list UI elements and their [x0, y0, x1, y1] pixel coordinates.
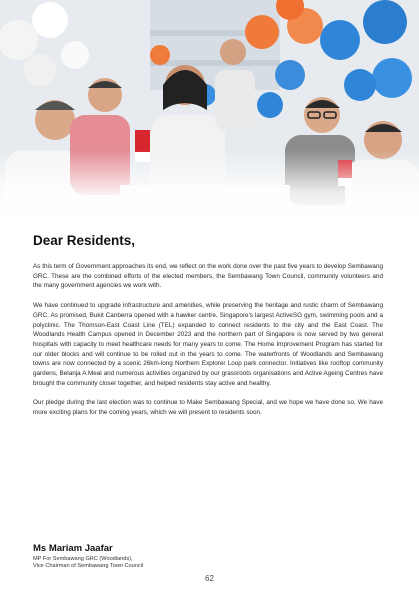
signatory-role-1: MP For Sembawang GRC (Woodlands), [33, 556, 133, 562]
celebration-photo [0, 0, 419, 222]
signature-block [33, 543, 333, 571]
signatory-name: Ms Mariam Jaafar [33, 543, 113, 554]
letter-greeting: Dear Residents, [33, 233, 136, 248]
page-number: 62 [205, 574, 214, 583]
photo-fade-overlay [0, 150, 419, 222]
letter-paragraph-2: We have continued to upgrade infrastructure and amenities, while preserving the heritage and rustic charm of Sembawang GRC. As promised, Bukit Canberra opened with a hawker centre, Singapore's largest ActiveSG gym, swimming pools and a polyclinic. The Thomson-East Coast Line (TEL) expanded to connect residents to the city and the East Coast. The Woodlands Health Campus opened in December 2023 and the northern part of Singapore is now served by two general hospitals with capacity to meet healthcare needs for many years to come. The Home Improvement Program has started for our older blocks and will continue to be rolled out in the years to come. The waterfronts of Woodlands and Sembawang towns are now connected by a scenic 26km-long Northern Explorer Loop park connector. Initiatives like rooftop community gardens, Belanja A Meal and numerous activities organized by our grassroots organisations and Active Ageing Centres have brought the community closer together, and helped residents stay active and healthy. [33, 302, 383, 387]
letter-paragraph-1: As this term of Government approaches its end, we reflect on the work done over the past five years to develop Sembawang GRC. These are the combined efforts of the elected members, the Sembawang Town Council, community volunteers and the many government agencies we work with. [33, 263, 383, 290]
letter-body [33, 233, 383, 428]
letter-paragraph-3: Our pledge during the last election was to continue to Make Sembawang Special, and we hope we have done so. We have more exciting plans for the coming years, which we will present to residents soon. [33, 399, 383, 417]
signatory-role-2: Vice Chairman of Sembawang Town Council [33, 563, 144, 570]
